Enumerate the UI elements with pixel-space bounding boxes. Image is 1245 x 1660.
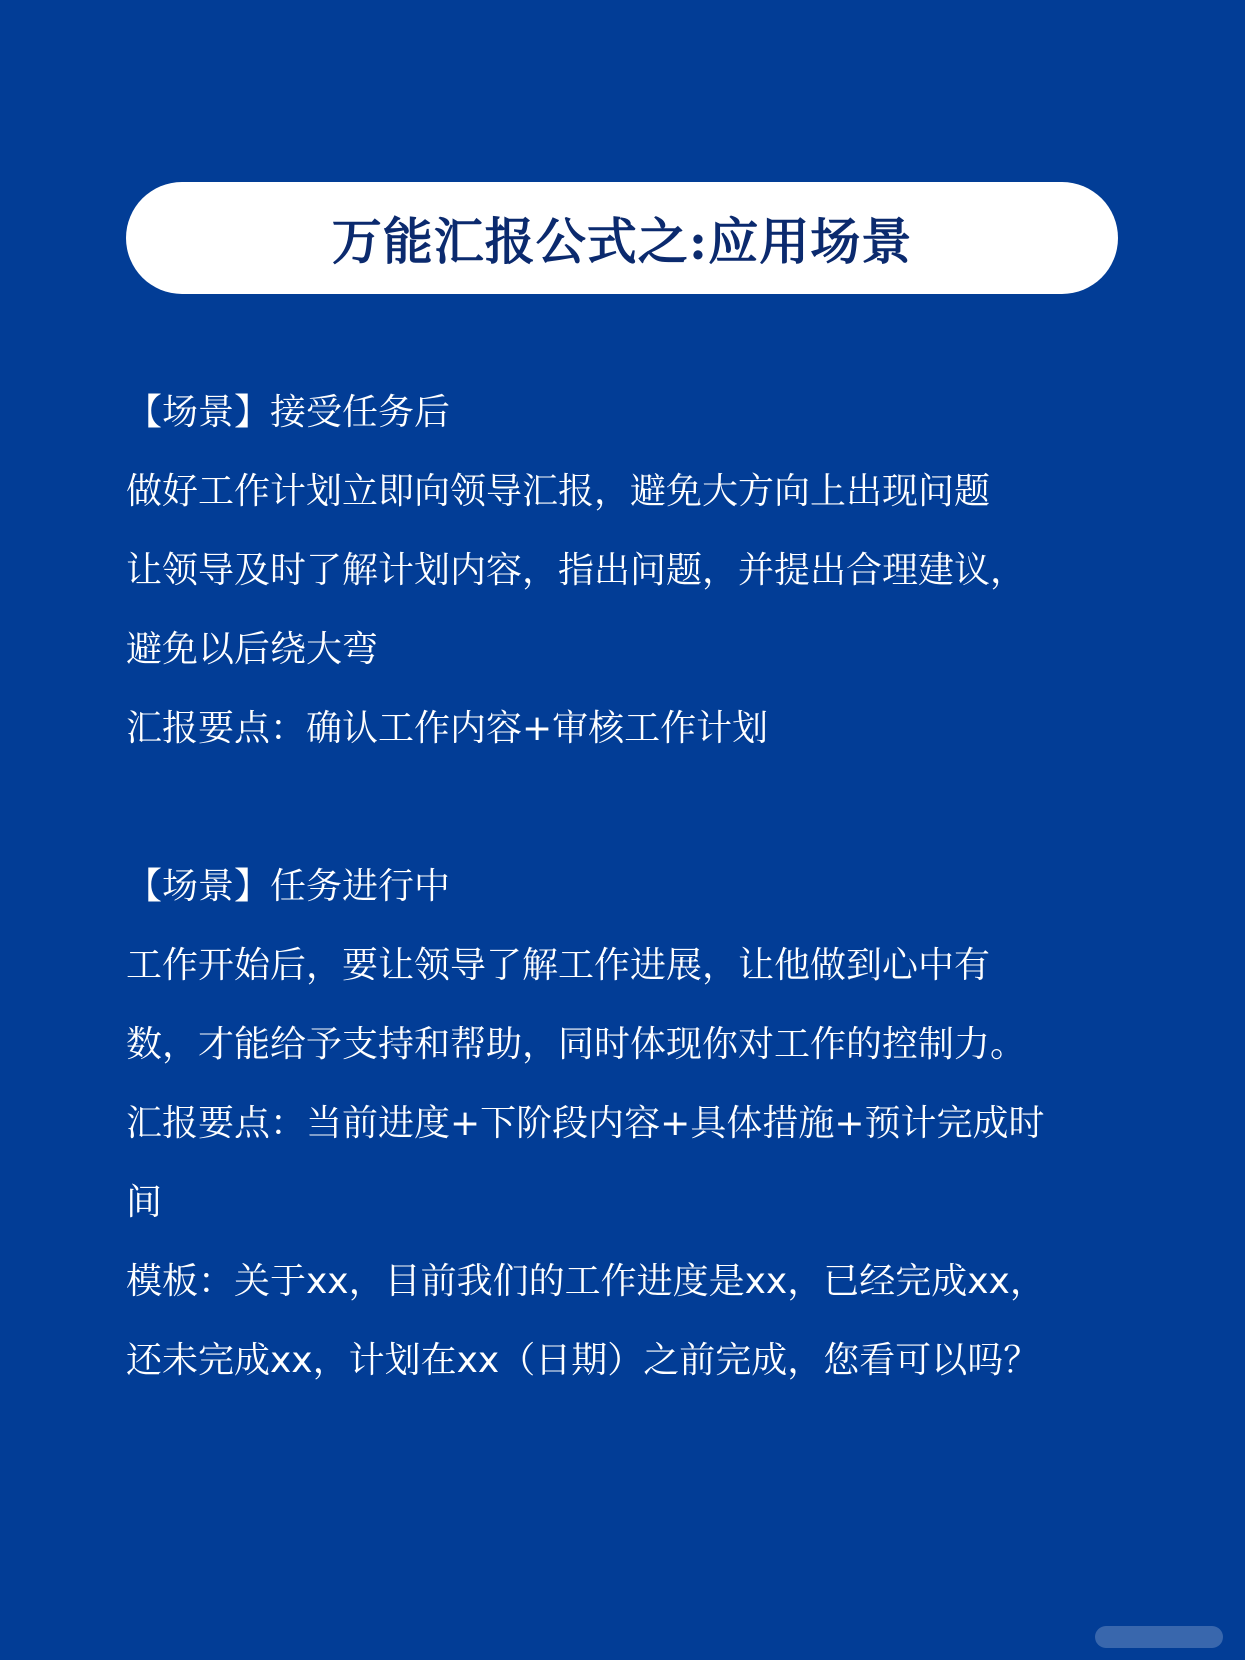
paragraph-line: 做好工作计划立即向领导汇报，避免大方向上出现问题 [126, 471, 991, 512]
report-key-points: 汇报要点：确认工作内容+审核工作计划 [126, 708, 769, 749]
template-line: 还未完成xx，计划在xx（日期）之前完成，您看可以吗？ [126, 1340, 1040, 1381]
title-banner [126, 182, 1118, 294]
scene-section-after-accepting-task [126, 393, 1126, 788]
report-key-points: 汇报要点：当前进度+下阶段内容+具体措施+预计完成时 [126, 1103, 1045, 1144]
page-title: 万能汇报公式之:应用场景 [331, 212, 913, 271]
paragraph-line: 数，才能给予支持和帮助，同时体现你对工作的控制力。 [126, 1024, 1027, 1065]
paragraph-line: 间 [126, 1182, 163, 1223]
paragraph-line: 让领导及时了解计划内容，指出问题，并提出合理建议， [126, 550, 1027, 591]
scene-heading: 【场景】任务进行中 [126, 866, 451, 907]
paragraph-line: 避免以后绕大弯 [126, 629, 379, 670]
scene-heading: 【场景】接受任务后 [126, 392, 451, 433]
template-line: 模板：关于xx，目前我们的工作进度是xx，已经完成xx， [126, 1261, 1046, 1302]
watermark [1095, 1626, 1223, 1648]
scene-section-task-in-progress [126, 867, 1126, 1420]
paragraph-line: 工作开始后，要让领导了解工作进展，让他做到心中有 [126, 945, 991, 986]
